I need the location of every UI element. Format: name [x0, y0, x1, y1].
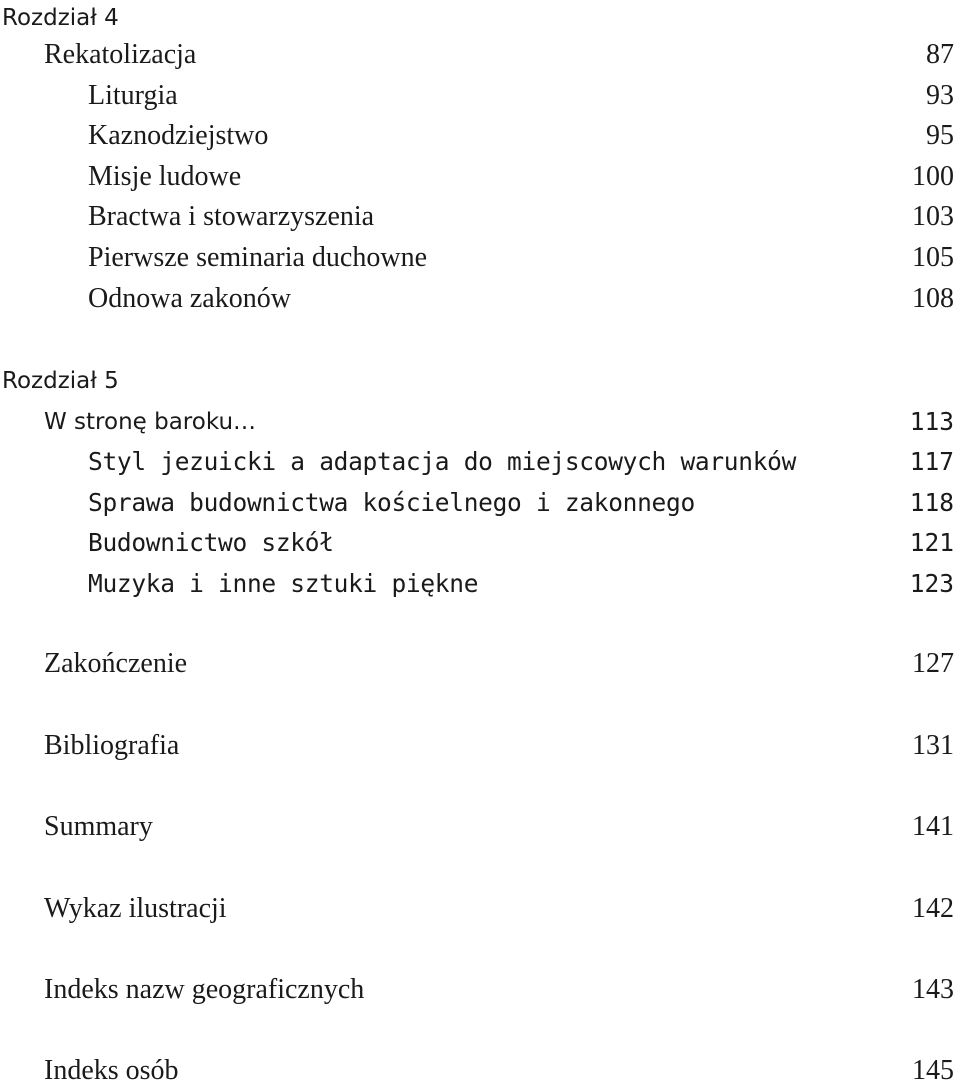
toc-entry: Kaznodziejstwo — [88, 120, 269, 151]
toc-entry-person-index: Indeks osób — [44, 1055, 179, 1086]
toc-entry: Bractwa i stowarzyszenia — [88, 201, 375, 232]
toc-entry-page: 100 — [912, 161, 954, 192]
toc-entry-page: 142 — [912, 893, 954, 924]
chapter-4-heading: Rozdział 4 — [2, 5, 119, 31]
chapter-4-title: Rekatolizacja — [44, 39, 197, 70]
toc-entry: Pierwsze seminaria duchowne — [88, 242, 427, 273]
toc-entry-summary: Summary — [44, 811, 153, 842]
toc-entry-page: 127 — [912, 648, 954, 679]
toc-entry-page: 145 — [912, 1055, 954, 1086]
toc-entry: Misje ludowe — [88, 161, 242, 192]
toc-entry-page: 141 — [912, 811, 954, 842]
toc-entry-page: 105 — [912, 242, 954, 273]
toc-entry-page: 118 — [909, 488, 954, 517]
chapter-4-title-page: 87 — [926, 39, 954, 70]
toc-entry-page: 121 — [909, 528, 954, 557]
toc-entry: Budownictwo szkół — [88, 528, 334, 557]
toc-entry-geographic-index: Indeks nazw geograficznych — [44, 974, 365, 1005]
chapter-5-title: W stronę baroku… — [44, 409, 257, 435]
chapter-5-heading: Rozdział 5 — [2, 368, 119, 394]
toc-entry-page: 131 — [912, 730, 954, 761]
toc-entry: Sprawa budownictwa kościelnego i zakonnego — [88, 488, 695, 517]
toc-entry-page: 95 — [926, 120, 954, 151]
toc-entry: Muzyka i inne sztuki piękne — [88, 569, 479, 598]
toc-entry-page: 143 — [912, 974, 954, 1005]
toc-entry-page: 108 — [912, 283, 954, 314]
toc-entry-conclusion: Zakończenie — [44, 648, 188, 679]
toc-entry: Liturgia — [88, 80, 178, 111]
toc-entry: Odnowa zakonów — [88, 283, 291, 314]
toc-entry-bibliography: Bibliografia — [44, 730, 180, 761]
toc-entry-page: 123 — [909, 569, 954, 598]
chapter-5-title-page: 113 — [909, 407, 954, 436]
toc-entry-page: 93 — [926, 80, 954, 111]
toc-entry-page: 117 — [909, 447, 954, 476]
toc-entry-illustrations: Wykaz ilustracji — [44, 893, 227, 924]
toc-entry-page: 103 — [912, 201, 954, 232]
toc-entry: Styl jezuicki a adaptacja do miejscowych warunków — [88, 447, 797, 476]
